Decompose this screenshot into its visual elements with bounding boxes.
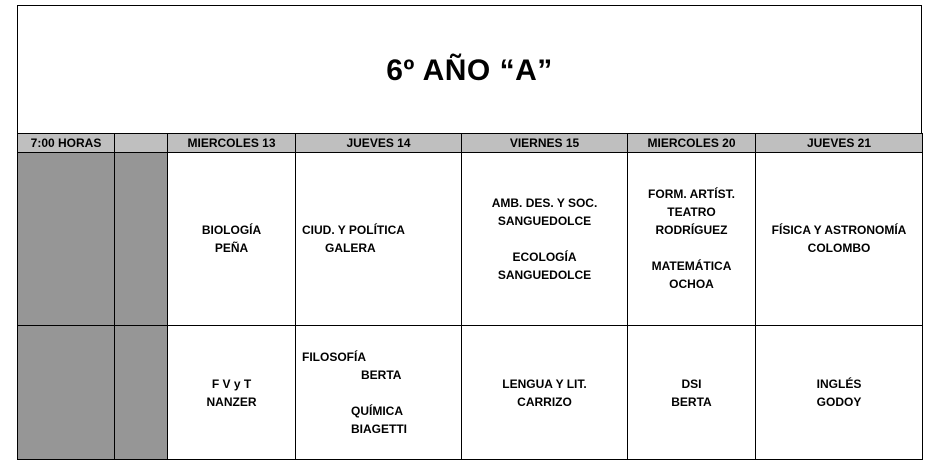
- day-header-jue21: JUEVES 21: [756, 134, 923, 153]
- teacher: COLOMBO: [807, 241, 871, 255]
- table-row: [18, 153, 923, 326]
- schedule-sheet: [17, 5, 922, 463]
- teacher: BERTA: [671, 394, 712, 409]
- subject: ECOLOGÍA: [512, 250, 577, 264]
- subject: LENGUA Y LIT.: [502, 376, 587, 391]
- subject: FORM. ARTÍST.: [648, 187, 735, 201]
- teacher: SANGUEDOLCE: [497, 214, 592, 228]
- subject: FÍSICA Y ASTRONOMÍA: [771, 223, 907, 237]
- time-header: 7:00 HORAS: [18, 134, 115, 153]
- subject: FILOSOFÍA: [302, 349, 366, 364]
- slot-mie13-2: [168, 326, 296, 460]
- teacher: BERTA: [361, 367, 402, 382]
- day-header-vie15: VIERNES 15: [462, 134, 628, 153]
- day-header-mie20: MIERCOLES 20: [628, 134, 756, 153]
- header-row: [18, 134, 923, 153]
- slot-vie15-2: [462, 326, 628, 460]
- slot-vie15-1: [462, 153, 628, 326]
- subject: AMB. DES. Y SOC.: [491, 196, 598, 210]
- slot-mie20-1: [628, 153, 756, 326]
- table-row: [18, 326, 923, 460]
- subject: INGLÉS: [816, 376, 862, 391]
- blank-header: [115, 134, 168, 153]
- day-header-mie13: MIERCOLES 13: [168, 134, 296, 153]
- blank-cell: [18, 153, 115, 326]
- title-banner: [17, 5, 922, 134]
- slot-jue14-2: [296, 326, 462, 460]
- teacher: GODOY: [816, 394, 862, 409]
- subject: CIUD. Y POLÍTICA: [302, 223, 405, 237]
- slot-jue21-2: [756, 326, 923, 460]
- teacher: GALERA: [325, 241, 376, 255]
- teacher: PEÑA: [214, 241, 249, 255]
- schedule-table: [17, 133, 923, 460]
- subject: BIOLOGÍA: [201, 223, 262, 237]
- subject: MATEMÁTICA: [651, 259, 732, 273]
- slot-mie20-2: [628, 326, 756, 460]
- teacher: RODRÍGUEZ: [655, 223, 728, 237]
- teacher: SANGUEDOLCE: [497, 268, 592, 282]
- page-title: 6º AÑO “A”: [386, 53, 553, 87]
- blank-cell: [115, 153, 168, 326]
- slot-mie13-1: [168, 153, 296, 326]
- blank-cell: [18, 326, 115, 460]
- teacher: OCHOA: [669, 277, 714, 291]
- subject: QUÍMICA: [351, 403, 403, 418]
- subject: F V y T: [211, 376, 252, 391]
- slot-jue14-1: [296, 153, 462, 326]
- day-header-jue14: JUEVES 14: [296, 134, 462, 153]
- teacher: BIAGETTI: [351, 421, 407, 436]
- slot-jue21-1: [756, 153, 923, 326]
- subject: TEATRO: [667, 205, 716, 219]
- teacher: CARRIZO: [517, 394, 572, 409]
- teacher: NANZER: [206, 394, 257, 409]
- subject: DSI: [681, 376, 702, 391]
- blank-cell: [115, 326, 168, 460]
